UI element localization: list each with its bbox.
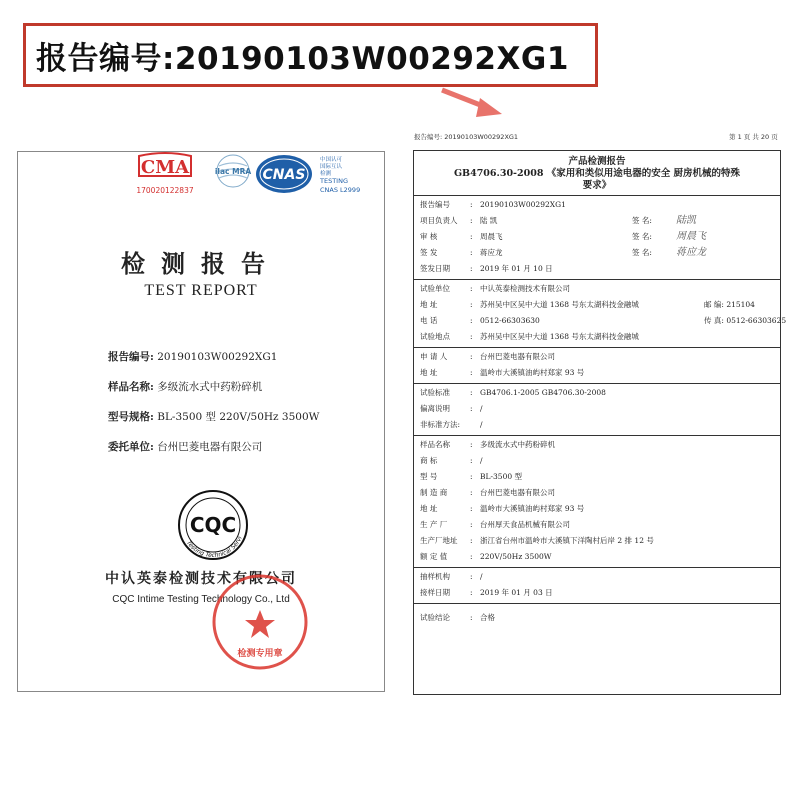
row-right bbox=[704, 297, 755, 313]
row-value: BL-3500 型 bbox=[480, 472, 522, 481]
cnas-side-1: 国际互认 bbox=[320, 164, 343, 170]
table-row: 签 发 : 蒋应龙 签 名: 蒋应龙 bbox=[414, 245, 780, 261]
row-key: 地 址 bbox=[420, 504, 438, 513]
section-sampling bbox=[414, 568, 780, 604]
row-key: 审 核 bbox=[420, 232, 438, 241]
table-row: 偏离说明 : / bbox=[414, 401, 780, 417]
row-key: 项目负责人 bbox=[420, 216, 458, 225]
row-right-key: 传 真: bbox=[704, 316, 724, 325]
cover-field-model bbox=[108, 402, 319, 432]
table-row: 电 话 : 0512-66303630 传 真: 0512-66303625 bbox=[414, 313, 780, 329]
row-value: 陆 凯 bbox=[480, 216, 498, 225]
table-row: 试验结论 : 合格 bbox=[414, 610, 780, 626]
row-value: / bbox=[480, 456, 483, 465]
row-key: 接样日期 bbox=[420, 588, 450, 597]
cover-subtitle: TEST REPORT bbox=[144, 282, 258, 299]
field-value: 多级流水式中药粉碎机 bbox=[157, 381, 263, 393]
field-label: 样品名称: bbox=[108, 381, 154, 393]
row-key: 地 址 bbox=[420, 300, 438, 309]
cover-org-en: CQC Intime Testing Technology Co., Ltd bbox=[112, 594, 290, 605]
ilac-text: ilac MRA bbox=[214, 167, 252, 176]
table-row: 地 址 : 温岭市大溪镇油屿村郑家 93 号 bbox=[414, 365, 780, 381]
report-cover-page bbox=[17, 151, 385, 692]
table-row: 地 址 : 温岭市大溪镇油屿村郑家 93 号 bbox=[414, 501, 780, 517]
table-row: 生产厂地址 : 浙江省台州市温岭市大溪镇下洋陶村后岸 2 排 12 号 bbox=[414, 533, 780, 549]
row-key: 试验标准 bbox=[420, 388, 450, 397]
table-row bbox=[414, 417, 780, 433]
row-key: 非标准方法: bbox=[420, 420, 461, 429]
row-value: 苏州吴中区吴中大道 1368 号东太湖科技金融城 bbox=[480, 300, 639, 309]
row-key: 电 话 bbox=[420, 316, 438, 325]
row-key: 签 发 bbox=[420, 248, 438, 257]
row-key: 制 造 商 bbox=[420, 488, 448, 497]
seal-text: 检测专用章 bbox=[237, 649, 283, 659]
table-row: 型 号 : BL-3500 型 bbox=[414, 469, 780, 485]
cnas-side-4: CNAS L2999 bbox=[320, 186, 361, 194]
pointer-arrow-icon bbox=[440, 80, 510, 125]
table-row: 项目负责人 : 陆 凯 签 名: 陆凯 bbox=[414, 213, 780, 229]
row-value: / bbox=[480, 572, 483, 581]
row-key: 申 请 人 bbox=[420, 352, 448, 361]
row-value: / bbox=[480, 420, 483, 429]
table-row: 试验地点 : 苏州吴中区吴中大道 1368 号东太湖科技金融城 bbox=[414, 329, 780, 345]
section-sample bbox=[414, 436, 780, 568]
row-key: 试验结论 bbox=[420, 613, 450, 622]
row-value: 2019 年 01 月 10 日 bbox=[480, 264, 553, 273]
row-key: 试验单位 bbox=[420, 284, 450, 293]
cma-letters: CMA bbox=[140, 157, 190, 178]
signature: 蒋应龙 bbox=[676, 247, 706, 258]
row-key: 商 标 bbox=[420, 456, 438, 465]
report-title-line3: 要求》 bbox=[582, 180, 612, 191]
field-label: 型号规格: bbox=[108, 411, 154, 423]
row-value: / bbox=[480, 404, 483, 413]
row-value: 220V/50Hz 3500W bbox=[480, 552, 552, 561]
row-value: 台州巴菱电器有限公司 bbox=[480, 352, 555, 361]
table-row: 报告编号 : 20190103W00292XG1 bbox=[414, 197, 780, 213]
row-value: 台州厚天食品机械有限公司 bbox=[480, 520, 570, 529]
row-key: 试验地点 bbox=[420, 332, 450, 341]
cnas-text: CNAS bbox=[262, 167, 306, 183]
row-right-key: 签 名: bbox=[632, 216, 652, 225]
cnas-side-0: 中国认可 bbox=[320, 157, 343, 163]
section-lab bbox=[414, 280, 787, 348]
table-row: 签发日期 : 2019 年 01 月 10 日 bbox=[414, 261, 780, 277]
report-detail-page bbox=[413, 150, 787, 695]
cover-title: 检测报告 bbox=[121, 249, 281, 278]
cma-mark-icon bbox=[135, 152, 195, 180]
report-header-number: 报告编号: 20190103W00292XG1 bbox=[414, 133, 519, 141]
row-value: 20190103W00292XG1 bbox=[480, 200, 566, 209]
cover-field-sample-name bbox=[108, 372, 319, 402]
cnas-side-2: 检测 bbox=[320, 171, 332, 177]
field-value: BL-3500 型 220V/50Hz 3500W bbox=[157, 411, 320, 423]
section-conclusion bbox=[414, 604, 780, 628]
row-key: 生 产 厂 bbox=[420, 520, 448, 529]
cma-number: 170020122837 bbox=[136, 186, 194, 195]
row-value: 0512-66303630 bbox=[480, 316, 540, 325]
cma-logo bbox=[126, 152, 204, 195]
table-row: 制 造 商 : 台州巴菱电器有限公司 bbox=[414, 485, 780, 501]
row-value: GB4706.1-2005 GB4706.30-2008 bbox=[480, 388, 606, 397]
cqc-testing-logo-icon bbox=[170, 487, 256, 567]
row-right-value: 0512-66303625 bbox=[726, 316, 787, 325]
cover-field-client bbox=[108, 432, 319, 462]
field-label: 报告编号: bbox=[108, 351, 154, 363]
table-row: 商 标 : / bbox=[414, 453, 780, 469]
table-row: 额 定 值 : 220V/50Hz 3500W bbox=[414, 549, 780, 565]
banner-text: 报告编号:20190103W00292XG1 bbox=[36, 40, 569, 77]
table-row: 申 请 人 : 台州巴菱电器有限公司 bbox=[414, 349, 780, 365]
report-title-line1: 产品检测报告 bbox=[568, 156, 626, 167]
row-key: 偏离说明 bbox=[420, 404, 450, 413]
row-value: 浙江省台州市温岭市大溪镇下洋陶村后岸 2 排 12 号 bbox=[480, 536, 654, 545]
section-signatures bbox=[414, 196, 780, 280]
cqc-ring-text: Testing Technical Servi bbox=[184, 535, 244, 560]
row-right bbox=[704, 313, 786, 329]
field-value: 台州巴菱电器有限公司 bbox=[157, 441, 263, 453]
row-right-value: 215104 bbox=[726, 300, 755, 309]
row-key: 型 号 bbox=[420, 472, 438, 481]
row-value: 苏州吴中区吴中大道 1368 号东太湖科技金融城 bbox=[480, 332, 639, 341]
signature: 周晨飞 bbox=[676, 231, 706, 242]
row-key: 地 址 bbox=[420, 368, 438, 377]
row-key: 样品名称 bbox=[420, 440, 450, 449]
field-label: 委托单位: bbox=[108, 441, 154, 453]
signature: 陆凯 bbox=[676, 215, 696, 226]
row-value: 周晨飞 bbox=[480, 232, 503, 241]
table-row: 生 产 厂 : 台州厚天食品机械有限公司 bbox=[414, 517, 780, 533]
row-key: 额 定 值 bbox=[420, 552, 448, 561]
report-page-indicator: 第 1 页 共 20 页 bbox=[729, 133, 778, 141]
row-right-key: 签 名: bbox=[632, 248, 652, 257]
cover-field-report-no bbox=[108, 342, 319, 372]
cqc-letters: CQC bbox=[189, 513, 237, 537]
table-row: 抽样机构 : / bbox=[414, 569, 780, 585]
row-right-key: 签 名: bbox=[632, 232, 652, 241]
table-row: 审 核 : 周晨飞 签 名: 周晨飞 bbox=[414, 229, 780, 245]
row-key: 生产厂地址 bbox=[420, 536, 458, 545]
row-value: 温岭市大溪镇油屿村郑家 93 号 bbox=[480, 504, 585, 513]
red-seal-icon bbox=[210, 572, 310, 672]
table-row: 样品名称 : 多级流水式中药粉碎机 bbox=[414, 437, 780, 453]
section-standard bbox=[414, 384, 780, 436]
table-row: 试验单位 : 中认英泰检测技术有限公司 bbox=[414, 281, 780, 297]
row-value: 合格 bbox=[480, 613, 495, 622]
row-value: 多级流水式中药粉碎机 bbox=[480, 440, 555, 449]
table-row: 试验标准 : GB4706.1-2005 GB4706.30-2008 bbox=[414, 385, 780, 401]
row-key: 抽样机构 bbox=[420, 572, 450, 581]
row-value: 温岭市大溪镇油屿村郑家 93 号 bbox=[480, 368, 585, 377]
cnas-side-3: TESTING bbox=[320, 177, 348, 185]
report-title-line2: GB4706.30-2008 《家用和类似用途电器的安全 厨房机械的特殊 bbox=[453, 168, 741, 179]
cnas-logo-icon bbox=[254, 152, 384, 200]
section-applicant bbox=[414, 348, 780, 384]
report-title bbox=[414, 151, 780, 196]
row-value: 2019 年 01 月 03 日 bbox=[480, 588, 553, 597]
row-value: 中认英泰检测技术有限公司 bbox=[480, 284, 570, 293]
ilac-mra-logo-icon bbox=[208, 152, 258, 194]
cover-fields bbox=[108, 342, 319, 462]
table-row: 地 址 : 苏州吴中区吴中大道 1368 号东太湖科技金融城 邮 编: 215104 bbox=[414, 297, 780, 313]
cover-org-cn: 中认英泰检测技术有限公司 bbox=[105, 571, 297, 587]
report-number-banner bbox=[23, 23, 598, 87]
row-value: 台州巴菱电器有限公司 bbox=[480, 488, 555, 497]
table-row: 接样日期 : 2019 年 01 月 03 日 bbox=[414, 585, 780, 601]
row-right-key: 邮 编: bbox=[704, 300, 724, 309]
field-value: 20190103W00292XG1 bbox=[157, 351, 278, 363]
row-value: 蒋应龙 bbox=[480, 248, 503, 257]
row-key: 报告编号 bbox=[420, 200, 450, 209]
row-key: 签发日期 bbox=[420, 264, 450, 273]
